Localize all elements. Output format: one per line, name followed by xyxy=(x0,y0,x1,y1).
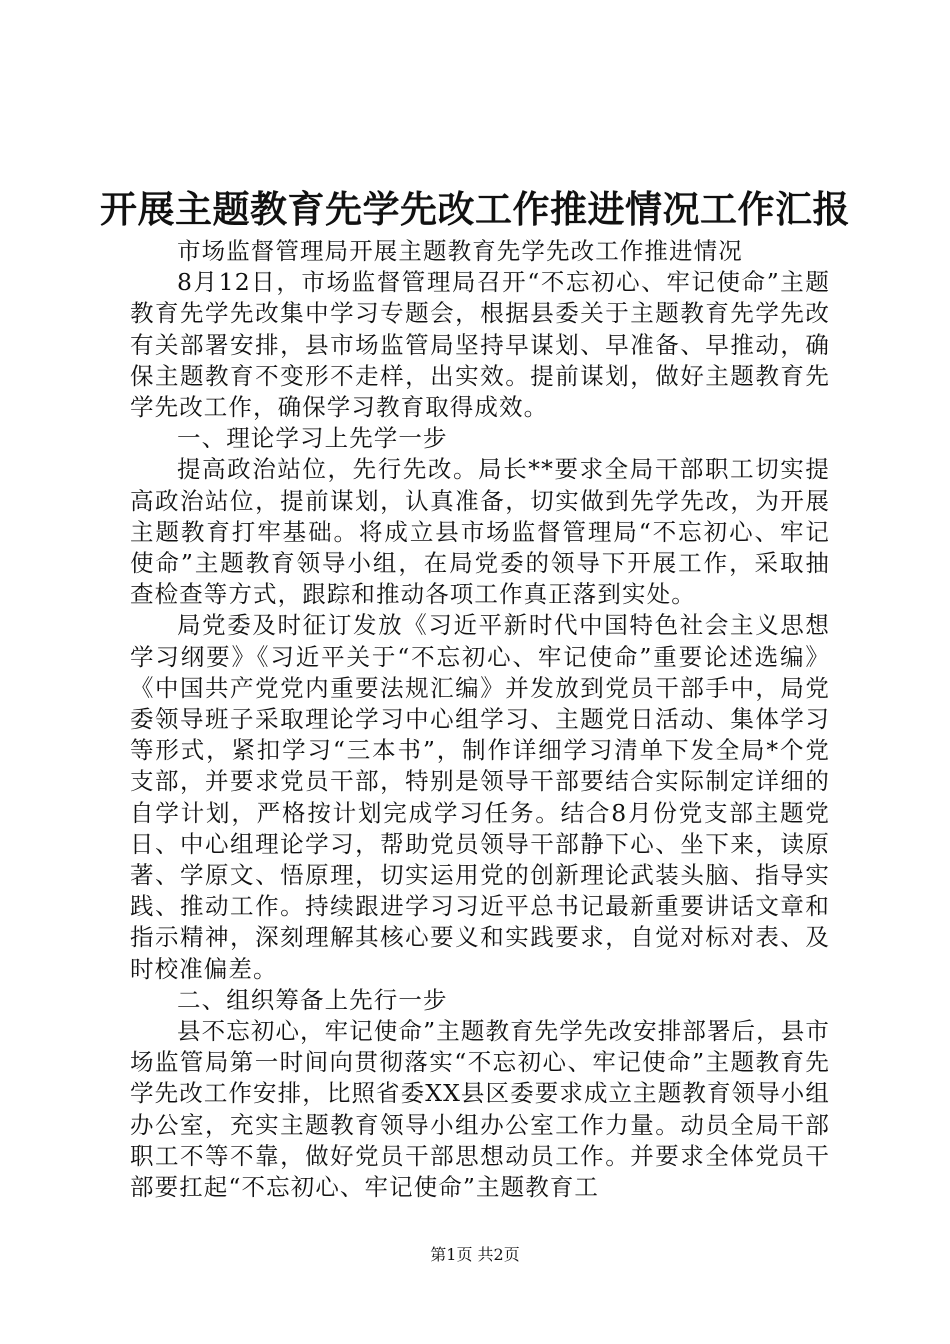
paragraph-section1-b: 局党委及时征订发放《习近平新时代中国特色社会主义思想学习纲要》《习近平关于“不忘初心、牢记使命”重要论述选编》《中国共产党党内重要法规汇编》并发放到党员干部手中，局党委领导班子采取理论学习中心组学习、主题党日活动、集体学习等形式，紧扣学习“三本书”，制作详细学习清单下发全局*个党支部，并要求党员干部，特别是领导干部要结合实际制定详细的自学计划，严格按计划完成学习任务。结合8月份党支部主题党日、中心组理论学习，帮助党员领导干部静下心、坐下来，读原著、学原文、悟原理，切实运用党的创新理论武装头脑、指导实践、推动工作。持续跟进学习习近平总书记最新重要讲话文章和指示精神，深刻理解其核心要义和实践要求，自觉对标对表、及时校准偏差。 xyxy=(130,611,830,983)
section-heading-2: 二、组织筹备上先行一步 xyxy=(177,985,448,1014)
paragraph-intro: 8月12日，市场监督管理局召开“不忘初心、牢记使命”主题教育先学先改集中学习专题会，根据县委关于主题教育先学先改有关部署安排，县市场监管局坚持早谋划、早准备、早推动，确保主题教育不变形不走样，出实效。提前谋划，做好主题教育先学先改工作，确保学习教育取得成效。 xyxy=(130,268,830,422)
paragraph-section2-a: 县不忘初心，牢记使命”主题教育先学先改安排部署后，县市场监管局第一时间向贯彻落实“不忘初心、牢记使命”主题教育先学先改工作安排，比照省委XX县区委要求成立主题教育领导小组办公室，充实主题教育领导小组办公室工作力量。动员全局干部职工不等不靠，做好党员干部思想动员工作。并要求全体党员干部要扛起“不忘初心、牢记使命”主题教育工 xyxy=(130,1017,830,1202)
page-footer: 第1页 共2页 xyxy=(430,1245,520,1264)
document-body xyxy=(130,236,830,1203)
section-heading-1: 一、理论学习上先学一步 xyxy=(177,424,448,453)
paragraph-section1-a: 提高政治站位，先行先改。局长**要求全局干部职工切实提高政治站位，提前谋划，认真准备，切实做到先学先改，为开展主题教育打牢基础。将成立县市场监督管理局“不忘初心、牢记使命”主题教育领导小组，在局党委的领导下开展工作，采取抽查检查等方式，跟踪和推动各项工作真正落到实处。 xyxy=(130,455,830,609)
document-title: 开展主题教育先学先改工作推进情况工作汇报 xyxy=(100,187,850,231)
document-subtitle: 市场监督管理局开展主题教育先学先改工作推进情况 xyxy=(177,237,743,265)
